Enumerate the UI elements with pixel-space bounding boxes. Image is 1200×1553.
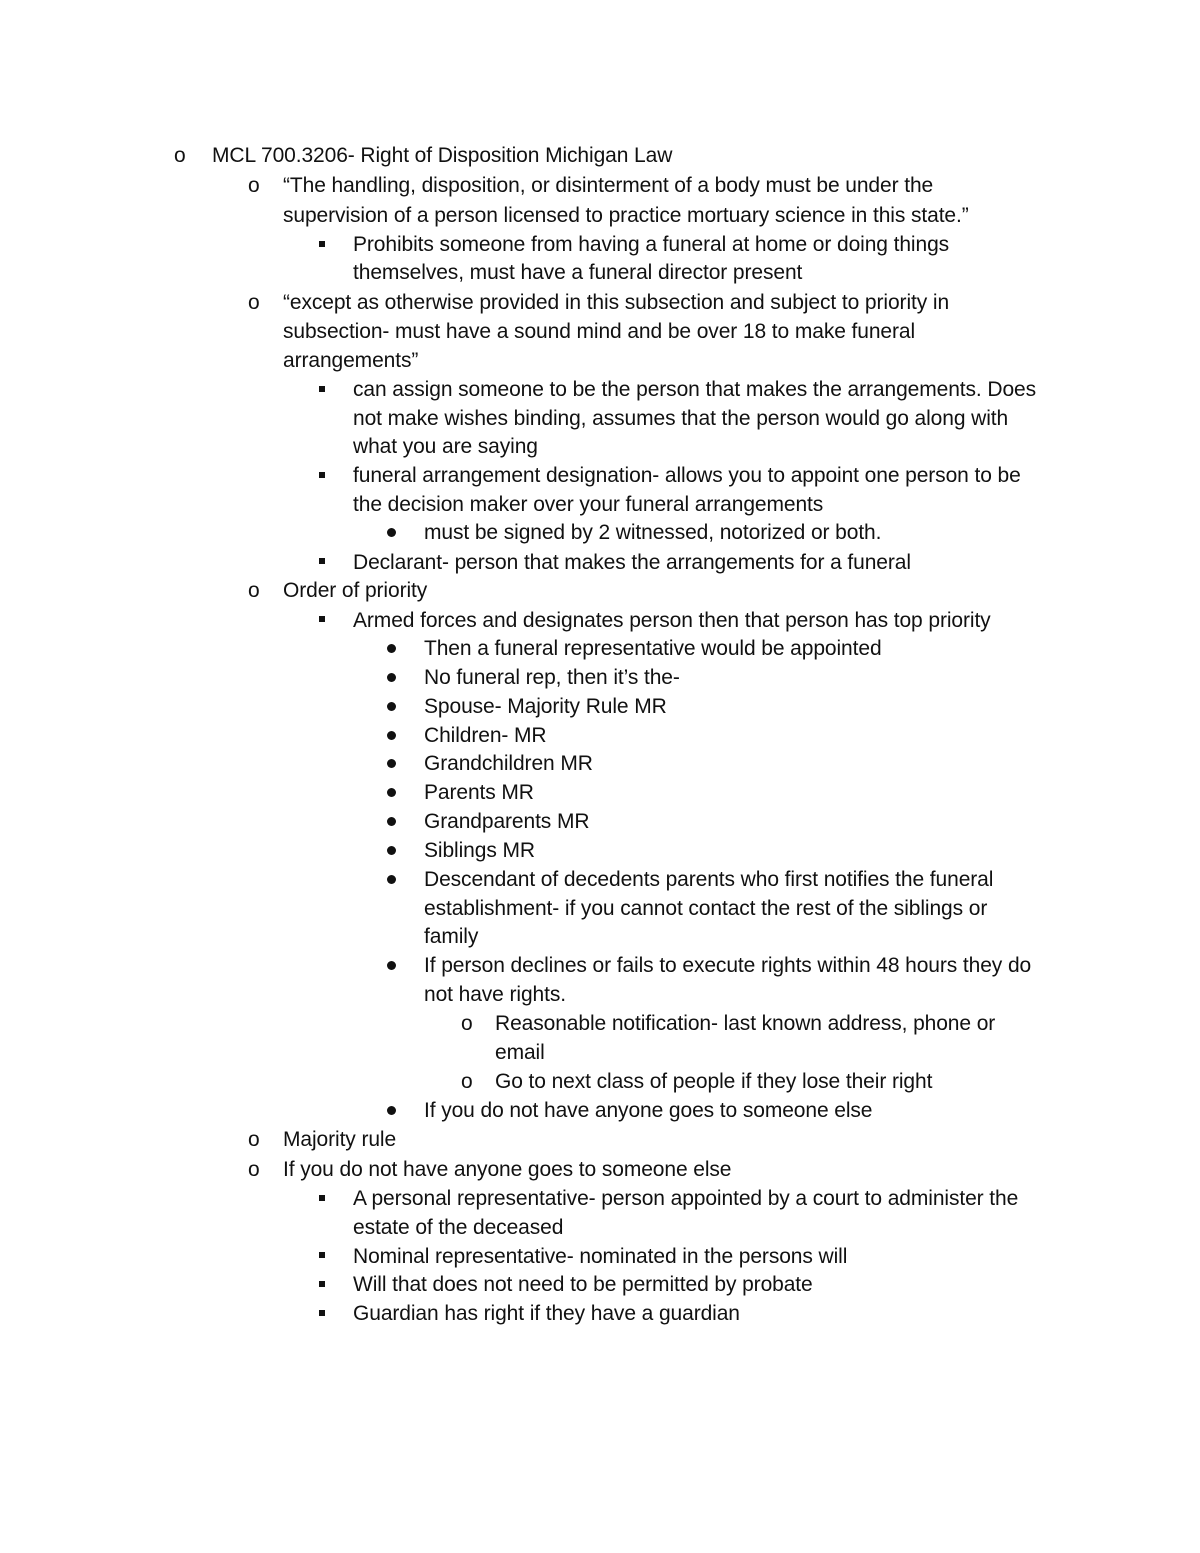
- list-item-line: A personal representative- person appointed by a court to administer the: [353, 1187, 1019, 1210]
- list-marker-square: [319, 1252, 325, 1258]
- list-item-line: Children- MR: [424, 724, 547, 747]
- list-item-line: supervision of a person licensed to practice mortuary science in this state.”: [283, 204, 969, 227]
- list-marker-circle: o: [174, 144, 186, 167]
- list-item-line: can assign someone to be the person that makes the arrangements. Does: [353, 378, 1037, 401]
- list-item-line: Declarant- person that makes the arrangements for a funeral: [353, 551, 911, 574]
- list-marker-square: [319, 616, 325, 622]
- list-marker-dot: [387, 644, 396, 653]
- list-marker-dot: [387, 528, 396, 537]
- list-item-line: If you do not have anyone goes to someone else: [283, 1158, 732, 1181]
- list-item-line: Parents MR: [424, 781, 534, 804]
- list-marker-circle: o: [248, 1158, 260, 1181]
- list-marker-square: [319, 1281, 325, 1287]
- list-item-line: Spouse- Majority Rule MR: [424, 695, 667, 718]
- list-marker-dot: [387, 875, 396, 884]
- list-item-line: “The handling, disposition, or disinterment of a body must be under the: [283, 174, 934, 197]
- list-item-line: No funeral rep, then it’s the-: [424, 666, 680, 689]
- list-marker-square: [319, 472, 325, 478]
- list-item-line: not make wishes binding, assumes that the person would go along with: [353, 407, 1009, 430]
- list-marker-dot: [387, 673, 396, 682]
- list-marker-dot: [387, 817, 396, 826]
- list-marker-circle: o: [248, 174, 260, 197]
- list-item-line: Armed forces and designates person then that person has top priority: [353, 609, 991, 632]
- list-marker-dot: [387, 961, 396, 970]
- list-item-line: subsection- must have a sound mind and be over 18 to make funeral: [283, 320, 916, 343]
- list-marker-square: [319, 558, 325, 564]
- list-item-line: must be signed by 2 witnessed, notorized or both.: [424, 521, 882, 544]
- list-marker-dot: [387, 731, 396, 740]
- list-item-line: Guardian has right if they have a guardian: [353, 1302, 740, 1325]
- list-marker-square: [319, 241, 325, 247]
- list-marker-circle: o: [248, 1128, 260, 1151]
- list-item-line: Majority rule: [283, 1128, 397, 1151]
- list-item-line: Descendant of decedents parents who first notifies the funeral: [424, 868, 994, 891]
- list-item-line: If person declines or fails to execute rights within 48 hours they do: [424, 954, 1032, 977]
- list-marker-circle: o: [461, 1012, 473, 1035]
- list-marker-square: [319, 1195, 325, 1201]
- list-item-line: MCL 700.3206- Right of Disposition Michigan Law: [212, 144, 673, 167]
- list-item-line: Reasonable notification- last known address, phone or: [495, 1012, 996, 1035]
- list-item-line: the decision maker over your funeral arrangements: [353, 493, 824, 516]
- list-item-line: what you are saying: [353, 435, 538, 458]
- list-item-line: email: [495, 1041, 545, 1064]
- list-item-line: Order of priority: [283, 579, 428, 602]
- list-item-line: Grandchildren MR: [424, 752, 593, 775]
- list-item-line: arrangements”: [283, 349, 419, 372]
- list-item-line: Go to next class of people if they lose their right: [495, 1070, 933, 1093]
- list-marker-circle: o: [248, 579, 260, 602]
- list-item-line: Will that does not need to be permitted by probate: [353, 1273, 813, 1296]
- list-item-line: funeral arrangement designation- allows you to appoint one person to be: [353, 464, 1021, 487]
- list-marker-circle: o: [461, 1070, 473, 1093]
- list-item-line: Grandparents MR: [424, 810, 590, 833]
- list-marker-dot: [387, 846, 396, 855]
- list-item-line: Nominal representative- nominated in the persons will: [353, 1245, 848, 1268]
- list-item-line: Siblings MR: [424, 839, 535, 862]
- list-item-line: themselves, must have a funeral director present: [353, 261, 803, 284]
- list-marker-dot: [387, 759, 396, 768]
- list-item-line: not have rights.: [424, 983, 566, 1006]
- list-marker-square: [319, 1310, 325, 1316]
- list-item-line: Then a funeral representative would be appointed: [424, 637, 882, 660]
- list-marker-dot: [387, 702, 396, 711]
- list-item-line: family: [424, 925, 479, 948]
- list-marker-dot: [387, 1106, 396, 1115]
- list-item-line: “except as otherwise provided in this subsection and subject to priority in: [283, 291, 950, 314]
- list-item-line: Prohibits someone from having a funeral at home or doing things: [353, 233, 950, 256]
- list-item-line: estate of the deceased: [353, 1216, 564, 1239]
- list-item-line: establishment- if you cannot contact the rest of the siblings or: [424, 897, 988, 920]
- list-item-line: If you do not have anyone goes to someone else: [424, 1099, 873, 1122]
- list-marker-circle: o: [248, 291, 260, 314]
- list-marker-dot: [387, 788, 396, 797]
- list-marker-square: [319, 386, 325, 392]
